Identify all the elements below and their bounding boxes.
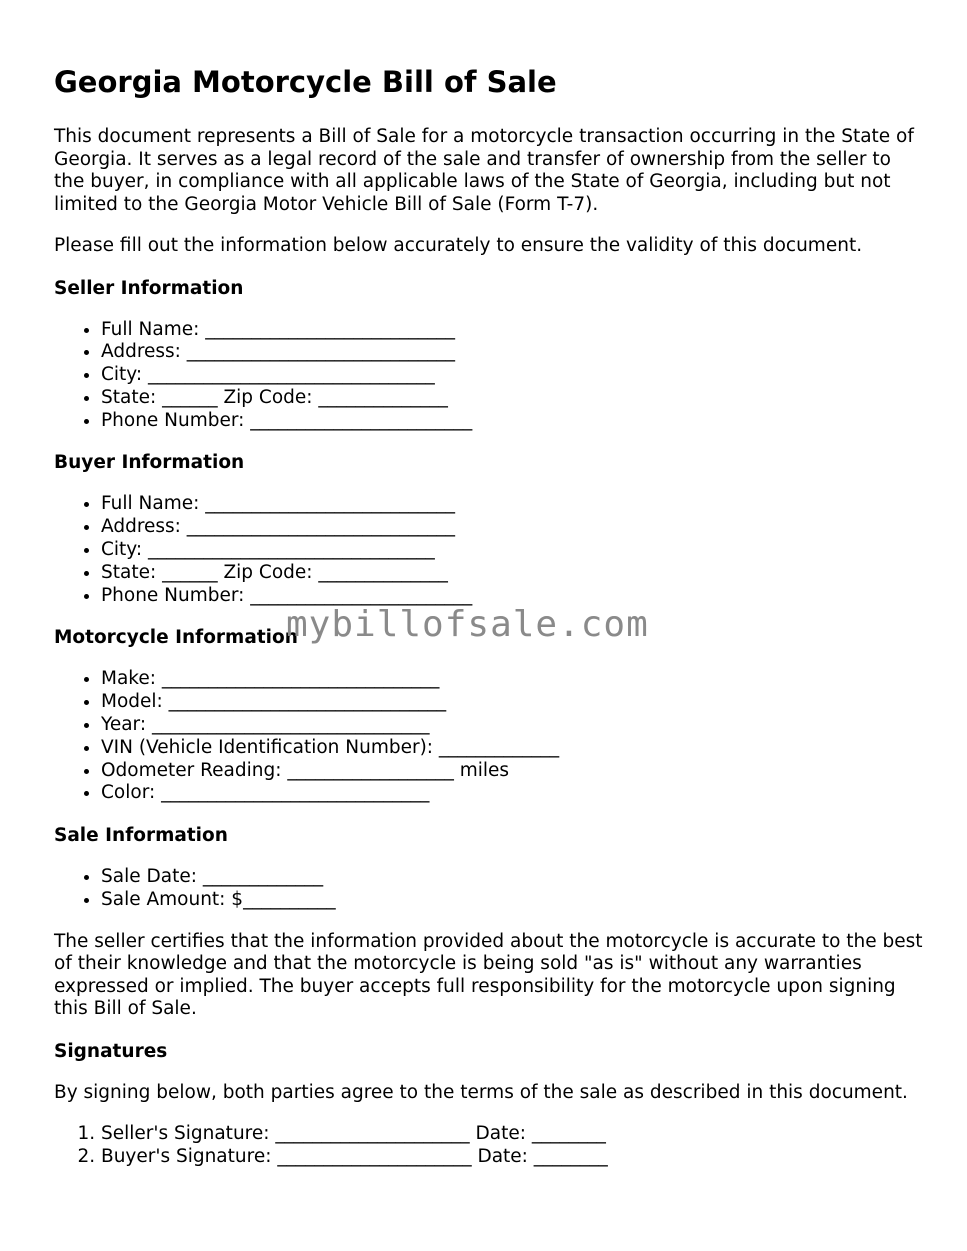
motorcycle-field-list [54,668,924,805]
sale-date-field: • Sale Date: _____________ [101,866,924,889]
seller-address-field: • Address: _____________________________ [101,341,924,364]
instruction-paragraph: Please fill out the information below accurately to ensure the validity of this document. [54,235,863,256]
motorcycle-model-field: • Model: ______________________________ [101,691,924,714]
motorcycle-year-field: • Year: ______________________________ [101,714,924,737]
signatures-paragraph: By signing below, both parties agree to the terms of the sale as described in this document. [54,1081,908,1103]
signature-list [54,1123,924,1169]
motorcycle-vin-field: • VIN (Vehicle Identification Number): _____________ [101,737,924,760]
buyer-full-name-field: • Full Name: ___________________________ [101,493,924,516]
buyer-city-field: • City: _______________________________ [101,539,924,562]
seller-field-list [54,319,924,433]
seller-phone-field: • Phone Number: ________________________ [101,410,924,433]
buyer-signature-line: 2. Buyer's Signature: _____________________ Date: ________ [101,1146,924,1169]
seller-heading: Seller Information [54,277,244,299]
sale-amount-field: • Sale Amount: $__________ [101,889,924,912]
motorcycle-make-field: • Make: ______________________________ [101,668,924,691]
seller-state-zip-field: • State: ______ Zip Code: ______________ [101,387,924,410]
seller-signature-line: 1. Seller's Signature: _____________________ Date: ________ [101,1123,924,1146]
buyer-field-list [54,493,924,607]
certification-paragraph: The seller certifies that the information provided about the motorcycle is accurate to the best of their knowledge and that the motorcycle is being sold "as is" without any warranties expressed or implied. The buyer accepts full responsibility for the motorcycle upon signing this Bill of Sale. [54,930,923,1020]
seller-city-field: • City: _______________________________ [101,364,924,387]
sale-field-list [54,866,924,912]
buyer-address-field: • Address: _____________________________ [101,516,924,539]
intro-paragraph: This document represents a Bill of Sale for a motorcycle transaction occurring in the State of Georgia. It serves as a legal record of the sale and transfer of ownership from the seller to the buyer, in compliance with all applicable laws of the State of Georgia, including but not limited to the Georgia Motor Vehicle Bill of Sale (Form T-7). [54,126,914,215]
signatures-heading: Signatures [54,1040,168,1062]
sale-heading: Sale Information [54,825,228,847]
motorcycle-heading: Motorcycle Information [54,627,298,649]
watermark: mybillofsale.com [286,604,649,645]
motorcycle-odometer-field: • Odometer Reading: __________________ miles [101,760,924,783]
seller-full-name-field: • Full Name: ___________________________ [101,319,924,342]
buyer-heading: Buyer Information [54,452,245,474]
motorcycle-color-field: • Color: _____________________________ [101,782,924,805]
document-title: Georgia Motorcycle Bill of Sale [54,65,557,99]
buyer-phone-field: • Phone Number: ________________________ [101,585,924,608]
buyer-state-zip-field: • State: ______ Zip Code: ______________ [101,562,924,585]
